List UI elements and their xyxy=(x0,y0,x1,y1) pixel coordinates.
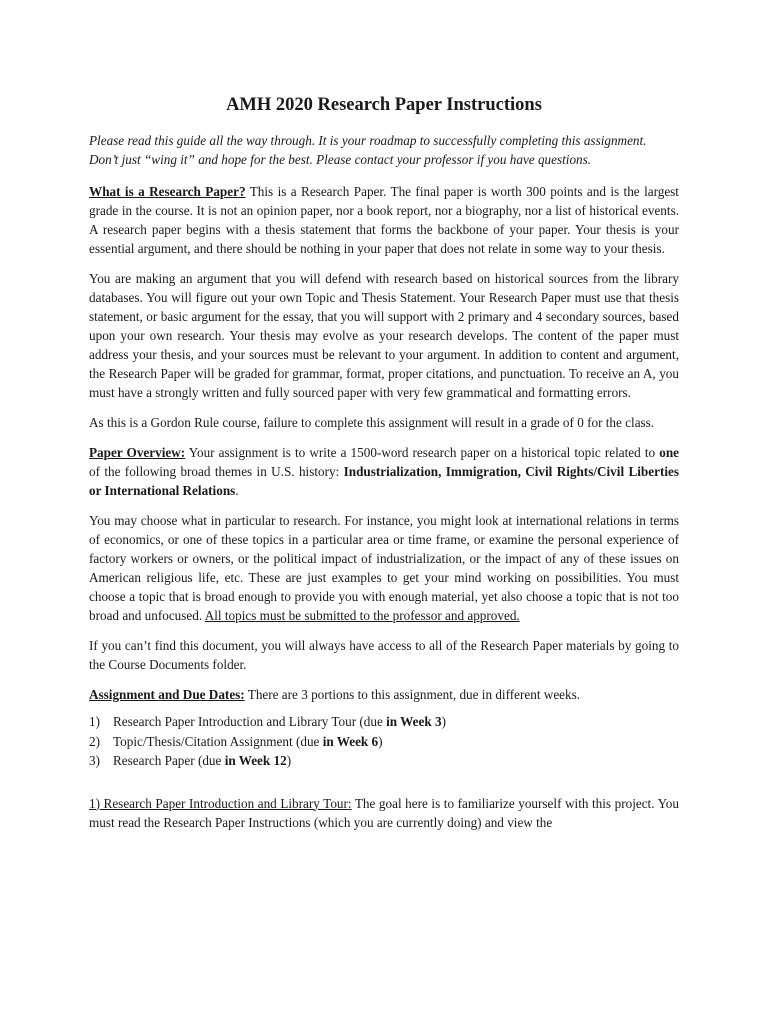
overview-text-2: of the following broad themes in U.S. history: xyxy=(89,464,344,479)
list-item: 2) Topic/Thesis/Citation Assignment (due in Week 6) xyxy=(89,733,383,749)
section1-heading: 1) Research Paper Introduction and Library Tour: xyxy=(89,795,352,811)
choose-text: You may choose what in particular to research. For instance, you might look at international relations in terms of economics, or one of these topics in a particular area or time frame, or examine the personal experience of factory workers or owners, or the political impact of industrialization, or the impact of any of these issues on American religious life, etc. These are just examples to get your mind working on possibilities. You must choose a topic that is broad enough to provide you with enough material, yet also choose a topic that is not too broad and unfocused. xyxy=(89,513,679,623)
document-body xyxy=(89,94,679,843)
assignment-paragraph xyxy=(89,685,679,704)
section1-paragraph xyxy=(89,794,679,832)
find-document-paragraph: If you can’t find this document, you will always have access to all of the Research Paper materials by going to the Course Documents folder. xyxy=(89,638,679,672)
assignment-heading: Assignment and Due Dates: xyxy=(89,687,245,702)
choose-underlined: All topics must be submitted to the professor and approved. xyxy=(204,608,520,623)
intro-paragraph: Please read this guide all the way through. It is your roadmap to successfully completing this assignment. Don’t just “wing it” and hope for the best. Please contact your professor if you have questions. xyxy=(89,133,647,167)
section-spacer xyxy=(89,771,679,794)
what-is-heading: What is a Research Paper? xyxy=(89,184,246,199)
section1-text: The goal here is to familiarize yourself with this project. You must read the Research Paper Instructions (which you are currently doing) and view the xyxy=(89,795,679,830)
overview-themes: Industrialization, Immigration, Civil Rights/Civil Liberties or International Relations xyxy=(89,464,680,498)
what-is-paragraph xyxy=(89,182,679,258)
due-dates-list xyxy=(89,712,679,771)
overview-end: . xyxy=(235,483,239,498)
page-title: AMH 2020 Research Paper Instructions xyxy=(226,95,542,115)
gordon-rule-paragraph: As this is a Gordon Rule course, failure to complete this assignment will result in a grade of 0 for the class. xyxy=(89,415,655,430)
overview-one: one xyxy=(659,445,679,460)
argument-paragraph: You are making an argument that you will defend with research based on historical sources from the library databases. You will figure out your own Topic and Thesis Statement. Your Research Paper must use that thesis statement, or basic argument for the essay, that you will support with 2 primary and 4 secondary sources, based upon your own research. Your thesis may evolve as your research develops. The content of the paper must address your thesis, and your sources must be relevant to your argument. In addition to content and argument, the Research Paper will be graded for grammar, format, proper citations, and punctuation. To receive an A, you must have a strongly written and fully sourced paper with very few grammatical and formatting errors. xyxy=(89,271,679,400)
assignment-text: There are 3 portions to this assignment, due in different weeks. xyxy=(244,687,581,702)
overview-heading: Paper Overview: xyxy=(89,445,186,460)
choose-paragraph xyxy=(89,511,679,625)
list-item: 3) Research Paper (due in Week 12) xyxy=(89,753,292,768)
overview-text-1: Your assignment is to write a 1500-word research paper on a historical topic related to xyxy=(185,445,660,460)
list-item: 1) Research Paper Introduction and Library Tour (due in Week 3) xyxy=(89,714,446,729)
overview-paragraph xyxy=(89,443,679,500)
what-is-text: This is a Research Paper. The final paper is worth 300 points and is the largest grade in the course. It is not an opinion paper, nor a book report, nor a biography, nor a list of historical events. A research paper begins with a thesis statement that forms the backbone of your paper. Your thesis is your essential argument, and there should be nothing in your paper that does not relate in some way to your thesis. xyxy=(89,184,679,256)
